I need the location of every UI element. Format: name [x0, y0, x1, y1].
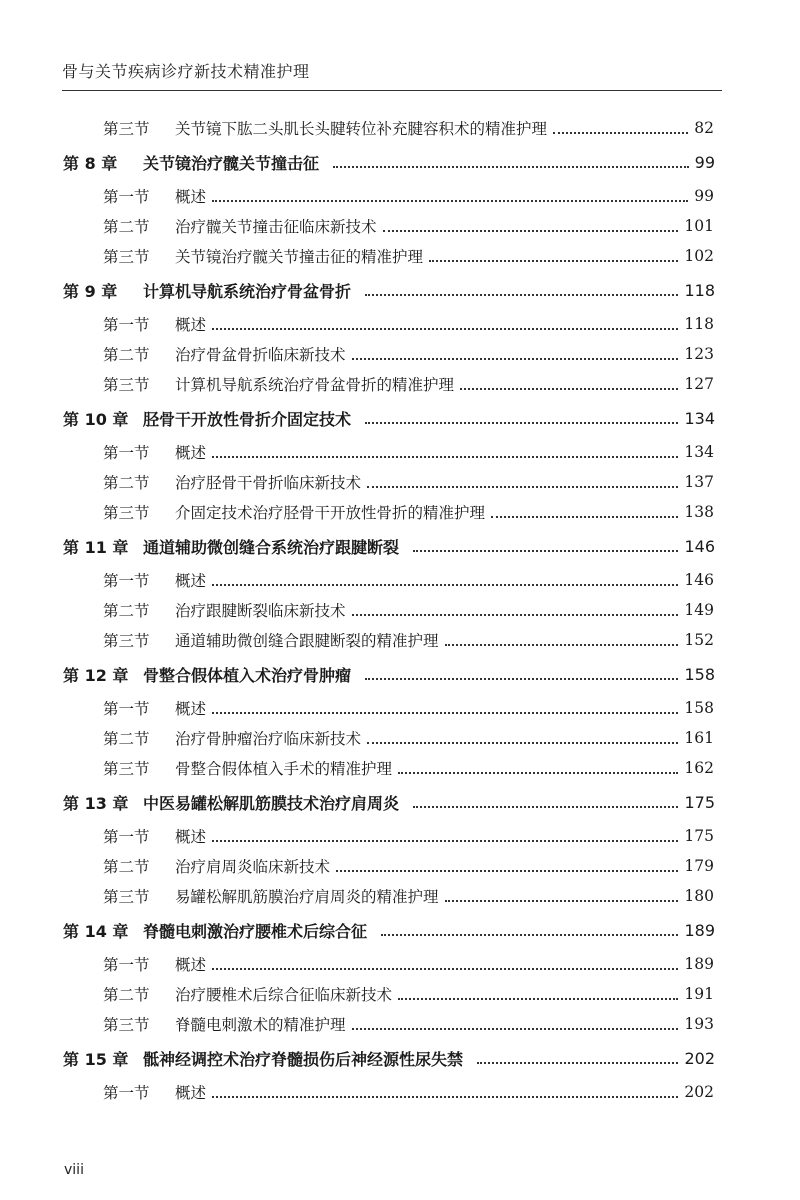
- page-number: 191: [684, 985, 714, 1003]
- chapter-number: 第 10 章: [63, 409, 129, 429]
- section-title: 关节镜下肱二头肌长头腱转位补充腱容积术的精准护理: [175, 120, 548, 138]
- page-number: 162: [684, 759, 714, 777]
- toc-chapter-entry[interactable]: [63, 787, 715, 817]
- chapter-title: 骶神经调控术治疗脊髓损伤后神经源性尿失禁: [143, 1049, 464, 1069]
- dot-leader: [212, 199, 688, 202]
- section-title: 概述: [175, 956, 207, 974]
- section-number: 第一节: [103, 1084, 150, 1102]
- dot-leader: [212, 327, 678, 330]
- section-title: 概述: [175, 572, 207, 590]
- toc-section-entry[interactable]: [103, 753, 714, 783]
- page-number: 202: [684, 1048, 715, 1068]
- toc-chapter-entry[interactable]: [63, 915, 715, 945]
- section-title: 概述: [175, 444, 207, 462]
- section-title: 概述: [175, 316, 207, 334]
- page-number: 146: [684, 571, 714, 589]
- section-number: 第二节: [103, 858, 150, 876]
- section-number: 第三节: [103, 504, 150, 522]
- dot-leader: [352, 613, 679, 616]
- chapter-title: 通道辅助微创缝合系统治疗跟腱断裂: [143, 537, 400, 557]
- chapter-number: 第 8 章: [63, 153, 118, 173]
- toc-chapter-entry[interactable]: [63, 403, 715, 433]
- page-number: 134: [684, 443, 714, 461]
- section-number: 第一节: [103, 956, 150, 974]
- section-title: 介固定技术治疗胫骨干开放性骨折的精准护理: [175, 504, 486, 522]
- section-number: 第一节: [103, 828, 150, 846]
- section-number: 第一节: [103, 444, 150, 462]
- section-number: 第二节: [103, 474, 150, 492]
- dot-leader: [365, 677, 678, 680]
- dot-leader: [460, 387, 678, 390]
- page-number: 158: [684, 699, 714, 717]
- page-number: 149: [684, 601, 714, 619]
- chapter-title: 中医易罐松解肌筋膜技术治疗肩周炎: [143, 793, 400, 813]
- page-number: 101: [684, 217, 714, 235]
- toc-section-entry[interactable]: [103, 181, 714, 211]
- toc-section-entry[interactable]: [103, 949, 714, 979]
- chapter-title: 骨整合假体植入术治疗骨肿瘤: [143, 665, 352, 685]
- page-number: 82: [694, 119, 714, 137]
- running-header: [62, 56, 722, 91]
- dot-leader: [383, 229, 679, 232]
- toc-section-entry[interactable]: [103, 979, 714, 1009]
- dot-leader: [212, 1095, 678, 1098]
- dot-leader: [477, 1061, 678, 1064]
- toc-section-entry[interactable]: [103, 241, 714, 271]
- page-number: 127: [684, 375, 714, 393]
- section-number: 第三节: [103, 888, 150, 906]
- section-title: 概述: [175, 700, 207, 718]
- page-number: 138: [684, 503, 714, 521]
- dot-leader: [367, 741, 678, 744]
- toc-section-entry[interactable]: [103, 113, 714, 143]
- toc-section-entry[interactable]: [103, 595, 714, 625]
- dot-leader: [212, 711, 678, 714]
- dot-leader: [336, 869, 678, 872]
- dot-leader: [413, 805, 678, 808]
- section-title: 易罐松解肌筋膜治疗肩周炎的精准护理: [175, 888, 439, 906]
- section-number: 第一节: [103, 316, 150, 334]
- section-number: 第二节: [103, 730, 150, 748]
- toc-section-entry[interactable]: [103, 1077, 714, 1107]
- toc-chapter-entry[interactable]: [63, 147, 715, 177]
- page-number: 123: [684, 345, 714, 363]
- page-number: 175: [684, 792, 715, 812]
- section-title: 治疗髋关节撞击征临床新技术: [175, 218, 377, 236]
- dot-leader: [398, 997, 678, 1000]
- dot-leader: [413, 549, 678, 552]
- page-number: 180: [684, 887, 714, 905]
- section-number: 第三节: [103, 248, 150, 266]
- page-number: 202: [684, 1083, 714, 1101]
- page-number: 137: [684, 473, 714, 491]
- toc-section-entry[interactable]: [103, 693, 714, 723]
- dot-leader: [398, 771, 678, 774]
- dot-leader: [365, 421, 678, 424]
- dot-leader: [367, 485, 678, 488]
- toc-section-entry[interactable]: [103, 437, 714, 467]
- page-number: 189: [684, 920, 715, 940]
- toc-section-entry[interactable]: [103, 565, 714, 595]
- dot-leader: [333, 165, 689, 168]
- dot-leader: [491, 515, 678, 518]
- page-number: 193: [684, 1015, 714, 1033]
- section-number: 第三节: [103, 1016, 150, 1034]
- section-number: 第一节: [103, 188, 150, 206]
- toc-section-entry[interactable]: [103, 211, 714, 241]
- page-number: 134: [684, 408, 715, 428]
- section-number: 第一节: [103, 572, 150, 590]
- page-number: 175: [684, 827, 714, 845]
- section-number: 第三节: [103, 760, 150, 778]
- toc-section-entry[interactable]: [103, 723, 714, 753]
- dot-leader: [212, 967, 678, 970]
- running-header-title: 骨与关节疾病诊疗新技术精准护理: [62, 62, 310, 81]
- section-number: 第三节: [103, 376, 150, 394]
- dot-leader: [212, 839, 678, 842]
- toc-section-entry[interactable]: [103, 625, 714, 655]
- page-number: 102: [684, 247, 714, 265]
- dot-leader: [429, 259, 678, 262]
- dot-leader: [445, 643, 679, 646]
- section-number: 第三节: [103, 120, 150, 138]
- page-number: 179: [684, 857, 714, 875]
- section-title: 概述: [175, 828, 207, 846]
- section-number: 第二节: [103, 986, 150, 1004]
- section-title: 治疗骨肿瘤治疗临床新技术: [175, 730, 362, 748]
- section-title: 治疗骨盆骨折临床新技术: [175, 346, 346, 364]
- page-number: 189: [684, 955, 714, 973]
- dot-leader: [553, 131, 688, 134]
- toc-section-entry[interactable]: [103, 881, 714, 911]
- section-number: 第二节: [103, 602, 150, 620]
- section-title: 概述: [175, 188, 207, 206]
- page-number: 158: [684, 664, 715, 684]
- chapter-number: 第 11 章: [63, 537, 129, 557]
- toc-section-entry[interactable]: [103, 309, 714, 339]
- toc-section-entry[interactable]: [103, 369, 714, 399]
- section-title: 关节镜治疗髋关节撞击征的精准护理: [175, 248, 424, 266]
- toc-chapter-entry[interactable]: [63, 1043, 715, 1073]
- dot-leader: [445, 899, 679, 902]
- chapter-title: 胫骨干开放性骨折介固定技术: [143, 409, 352, 429]
- toc-section-entry[interactable]: [103, 497, 714, 527]
- chapter-title: 计算机导航系统治疗骨盆骨折: [143, 281, 352, 301]
- chapter-title: 脊髓电刺激治疗腰椎术后综合征: [143, 921, 368, 941]
- dot-leader: [365, 293, 678, 296]
- dot-leader: [381, 933, 678, 936]
- page-number: 161: [684, 729, 714, 747]
- chapter-number: 第 15 章: [63, 1049, 129, 1069]
- page-number: 118: [684, 280, 715, 300]
- page-number: 118: [684, 315, 714, 333]
- page-number: 99: [694, 152, 715, 172]
- section-number: 第一节: [103, 700, 150, 718]
- section-title: 治疗腰椎术后综合征临床新技术: [175, 986, 393, 1004]
- section-number: 第三节: [103, 632, 150, 650]
- toc-section-entry[interactable]: [103, 339, 714, 369]
- section-number: 第二节: [103, 346, 150, 364]
- section-number: 第二节: [103, 218, 150, 236]
- toc-chapter-entry[interactable]: [63, 659, 715, 689]
- chapter-number: 第 14 章: [63, 921, 129, 941]
- section-title: 治疗胫骨干骨折临床新技术: [175, 474, 362, 492]
- section-title: 脊髓电刺激术的精准护理: [175, 1016, 346, 1034]
- dot-leader: [352, 357, 679, 360]
- dot-leader: [352, 1027, 679, 1030]
- section-title: 治疗跟腱断裂临床新技术: [175, 602, 346, 620]
- toc-section-entry[interactable]: [103, 821, 714, 851]
- toc-section-entry[interactable]: [103, 467, 714, 497]
- page-number: 146: [684, 536, 715, 556]
- page-number: 99: [694, 187, 714, 205]
- section-title: 治疗肩周炎临床新技术: [175, 858, 331, 876]
- toc-section-entry[interactable]: [103, 851, 714, 881]
- chapter-number: 第 9 章: [63, 281, 118, 301]
- page-number: 152: [684, 631, 714, 649]
- section-title: 骨整合假体植入手术的精准护理: [175, 760, 393, 778]
- dot-leader: [212, 455, 678, 458]
- toc-section-entry[interactable]: [103, 1009, 714, 1039]
- section-title: 概述: [175, 1084, 207, 1102]
- folio-page-number: viii: [64, 1162, 84, 1178]
- toc-chapter-entry[interactable]: [63, 275, 715, 305]
- chapter-number: 第 12 章: [63, 665, 129, 685]
- toc-chapter-entry[interactable]: [63, 531, 715, 561]
- section-title: 通道辅助微创缝合跟腱断裂的精准护理: [175, 632, 439, 650]
- dot-leader: [212, 583, 678, 586]
- chapter-title: 关节镜治疗髋关节撞击征: [143, 153, 320, 173]
- chapter-number: 第 13 章: [63, 793, 129, 813]
- section-title: 计算机导航系统治疗骨盆骨折的精准护理: [175, 376, 455, 394]
